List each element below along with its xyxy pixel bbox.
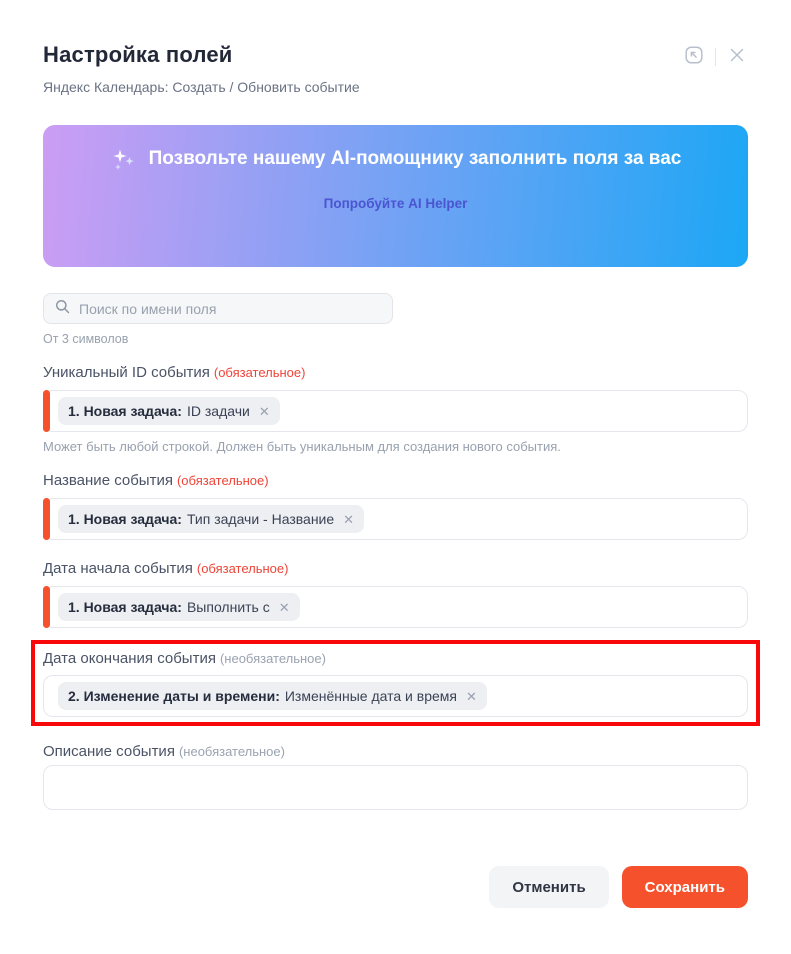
- ai-helper-link[interactable]: Попробуйте AI Helper: [323, 196, 468, 211]
- mapped-value-chip: 2. Изменение даты и времени: Изменённые дата и время ✕: [58, 682, 487, 710]
- sparkles-icon: [110, 147, 137, 179]
- remove-chip-icon[interactable]: ✕: [258, 403, 270, 419]
- mapped-value-chip: 1. Новая задача: Выполнить с ✕: [58, 593, 300, 621]
- mapped-value-chip: 1. Новая задача: Тип задачи - Название ✕: [58, 505, 364, 533]
- field-label: Описание события (необязательное): [43, 743, 285, 760]
- banner-title: Позвольте нашему AI-помощнику заполнить поля за вас: [148, 148, 682, 169]
- field-event-id: [43, 363, 748, 455]
- field-label: Дата начала события (обязательное): [43, 560, 289, 577]
- close-button[interactable]: [726, 44, 748, 69]
- field-input-end-date[interactable]: [43, 675, 748, 717]
- field-search[interactable]: [43, 293, 393, 324]
- cancel-button[interactable]: Отменить: [489, 866, 608, 908]
- popout-button[interactable]: [683, 44, 705, 69]
- field-label: Название события (обязательное): [43, 472, 269, 489]
- field-start-date: [43, 559, 748, 628]
- field-label: Уникальный ID события (обязательное): [43, 364, 306, 381]
- search-input[interactable]: [79, 301, 382, 317]
- field-hint: Может быть любой строкой. Должен быть уникальным для создания нового события.: [43, 439, 561, 454]
- field-event-title: [43, 471, 748, 540]
- save-button[interactable]: Сохранить: [622, 866, 748, 908]
- field-description: [43, 742, 748, 810]
- required-badge: (обязательное): [213, 365, 306, 380]
- breadcrumb-subtitle: Яндекс Календарь: Создать / Обновить событие: [43, 79, 360, 95]
- ai-helper-banner: [43, 125, 748, 267]
- optional-badge: (необязательное): [219, 651, 326, 666]
- modal-header: [43, 42, 748, 69]
- popout-icon: [683, 44, 705, 69]
- search-icon: [54, 298, 71, 320]
- field-input-start-date[interactable]: [43, 586, 748, 628]
- field-input-event-title[interactable]: [43, 498, 748, 540]
- header-divider: [715, 48, 716, 66]
- remove-chip-icon[interactable]: ✕: [343, 511, 355, 527]
- field-input-event-id[interactable]: [43, 390, 748, 432]
- page-title: Настройка полей: [43, 42, 233, 67]
- header-actions: [683, 44, 748, 69]
- remove-chip-icon[interactable]: ✕: [465, 688, 477, 704]
- field-end-date: [43, 649, 748, 717]
- close-icon: [726, 44, 748, 69]
- field-label: Дата окончания события (необязательное): [43, 650, 326, 667]
- modal-footer: [43, 866, 748, 908]
- mapped-value-chip: 1. Новая задача: ID задачи ✕: [58, 397, 280, 425]
- remove-chip-icon[interactable]: ✕: [278, 599, 290, 615]
- search-hint: От 3 символов: [43, 332, 129, 346]
- red-highlight-annotation: [31, 640, 760, 726]
- optional-badge: (необязательное): [178, 744, 285, 759]
- field-input-description[interactable]: [43, 765, 748, 810]
- required-badge: (обязательное): [176, 473, 269, 488]
- required-badge: (обязательное): [196, 561, 289, 576]
